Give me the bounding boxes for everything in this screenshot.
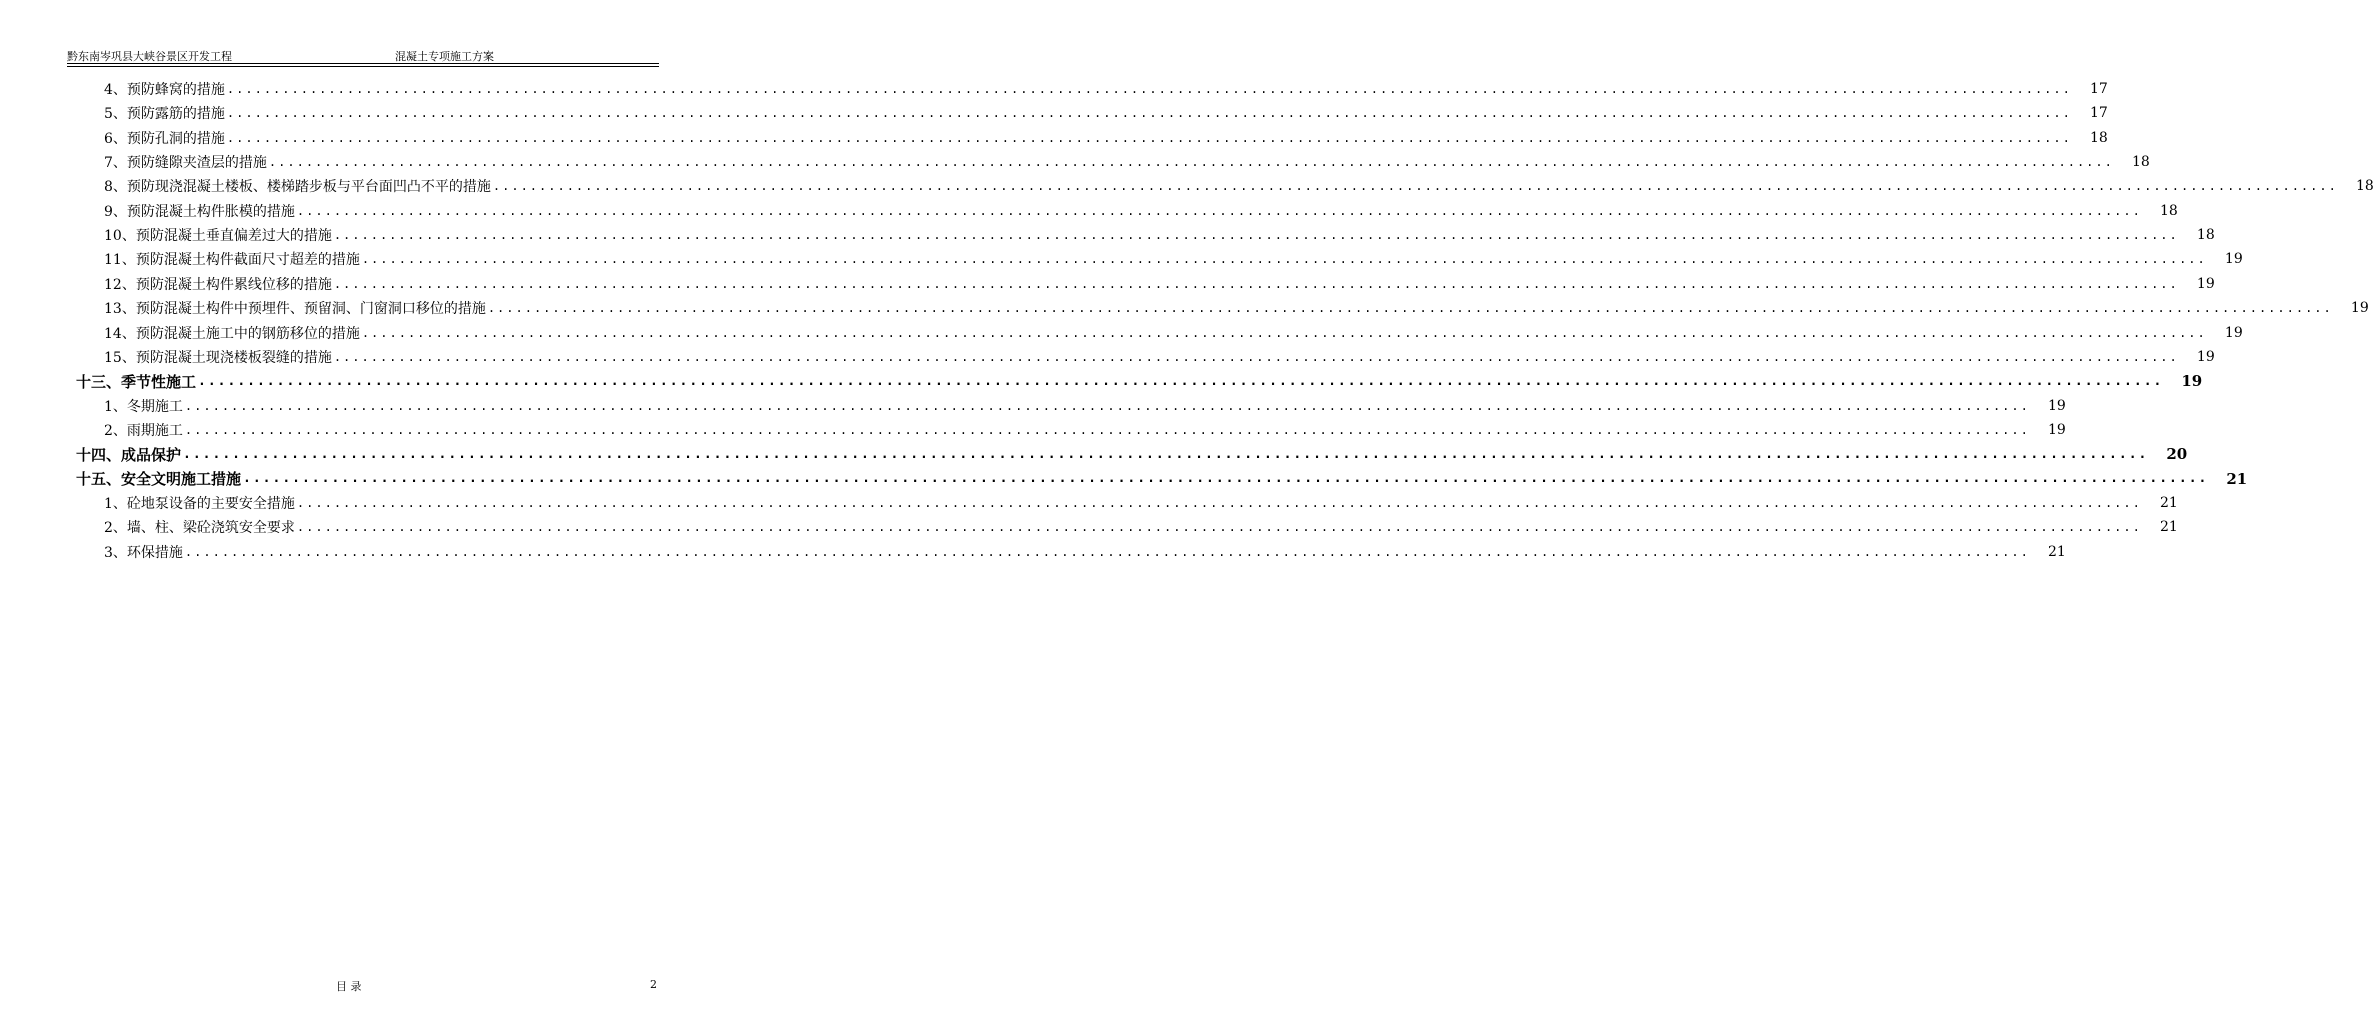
toc-page-number: 21 [2160, 519, 2178, 536]
toc-leader-dots: ........................................................................................................................................................................................................ [268, 155, 2114, 170]
toc-entry[interactable] [104, 395, 2066, 417]
toc-leader-dots: ........................................................................................................................................................................................................ [226, 130, 2072, 145]
toc-leader-dots: ........................................................................................................................................................................................................ [226, 82, 2072, 96]
toc-entry-title: 十三、季节性施工 [76, 372, 197, 391]
toc-page-number: 18 [2356, 178, 2374, 195]
toc-leader-dots: ........................................................................................................................................................................................................ [487, 301, 2333, 316]
toc-entry[interactable] [104, 419, 2066, 441]
toc-page-number: 20 [2166, 445, 2188, 464]
toc-entry[interactable] [104, 346, 2215, 368]
toc-page-number: 19 [2196, 275, 2215, 292]
toc-page-number: 19 [2224, 324, 2243, 341]
toc-entry[interactable] [104, 200, 2178, 222]
toc-leader-dots: ........................................................................................................................................................................................................ [243, 471, 2209, 487]
toc-section-heading[interactable] [76, 443, 2188, 465]
toc-entry-title: 2、雨期施工 [104, 422, 183, 439]
toc-page-number: 19 [2181, 372, 2203, 391]
toc-entry[interactable] [104, 175, 2374, 197]
toc-leader-dots: ........................................................................................................................................................................................................ [492, 179, 2338, 194]
header-rule [67, 63, 659, 64]
toc-leader-dots: ........................................................................................................................................................................................................ [333, 276, 2179, 291]
page-header [67, 50, 659, 67]
toc-entry[interactable] [104, 322, 2243, 344]
toc-page-number: 19 [2224, 251, 2243, 268]
toc-entry-title: 12、预防混凝土构件累线位移的措施 [104, 276, 332, 293]
toc-page-number: 18 [2132, 154, 2150, 171]
toc-leader-dots: ........................................................................................................................................................................................................ [333, 349, 2179, 364]
toc-entry[interactable] [104, 273, 2215, 295]
toc-section-heading[interactable] [76, 370, 2203, 392]
toc-entry[interactable] [104, 102, 2108, 124]
toc-page-number: 18 [2196, 227, 2215, 244]
toc-page-number: 18 [2090, 129, 2108, 146]
toc-entry-title: 10、预防混凝土垂直偏差过大的措施 [104, 228, 332, 245]
toc-leader-dots: ........................................................................................................................................................................................................ [183, 446, 2149, 462]
header-project-title: 黔东南岑巩县大峡谷景区开发工程 [67, 50, 232, 63]
toc-leader-dots: ........................................................................................................................................................................................................ [296, 203, 2142, 218]
header-document-title: 混凝土专项施工方案 [395, 50, 494, 63]
toc-entry-title: 4、预防蜂窝的措施 [104, 82, 225, 98]
toc-leader-dots: ........................................................................................................................................................................................................ [361, 325, 2207, 340]
toc-entry[interactable] [104, 151, 2150, 173]
toc-entry-title: 6、预防孔洞的措施 [104, 130, 225, 147]
toc-leader-dots: ........................................................................................................................................................................................................ [184, 398, 2030, 413]
toc-entry-title: 3、环保措施 [104, 544, 183, 561]
toc-entry-title: 1、砼地泵设备的主要安全措施 [104, 495, 295, 512]
toc-entry-title: 8、预防现浇混凝土楼板、楼梯踏步板与平台面凹凸不平的措施 [104, 179, 491, 196]
toc-page-number: 19 [2350, 300, 2369, 317]
toc-page-number: 21 [2226, 469, 2248, 488]
toc-entry-title: 1、冬期施工 [104, 398, 183, 415]
toc-entry-title: 十五、安全文明施工措施 [76, 470, 242, 489]
footer-page-number: 2 [650, 978, 657, 991]
toc-page-number: 17 [2090, 81, 2108, 97]
toc-entry[interactable] [104, 78, 2108, 100]
toc-entry[interactable] [104, 541, 2066, 563]
toc-entry-title: 7、预防缝隙夹渣层的措施 [104, 155, 267, 172]
toc-entry[interactable] [104, 297, 2369, 319]
footer-section-label: 目 录 [336, 980, 362, 993]
toc-entry-title: 9、预防混凝土构件胀模的措施 [104, 203, 295, 220]
toc-page-number: 21 [2048, 543, 2066, 560]
toc-entry[interactable] [104, 224, 2215, 246]
toc-entry[interactable] [104, 492, 2178, 514]
toc-entry-title: 13、预防混凝土构件中预埋件、预留洞、门窗洞口移位的措施 [104, 301, 486, 318]
toc-page-number: 19 [2048, 397, 2066, 414]
toc-leader-dots: ........................................................................................................................................................................................................ [361, 252, 2207, 267]
toc-leader-dots: ........................................................................................................................................................................................................ [198, 373, 2164, 389]
toc-entry-title: 14、预防混凝土施工中的钢筋移位的措施 [104, 325, 360, 342]
toc-entry-title: 11、预防混凝土构件截面尺寸超差的措施 [104, 252, 360, 269]
toc-page-number: 18 [2160, 202, 2178, 219]
toc-entry-title: 2、墙、柱、梁砼浇筑安全要求 [104, 520, 295, 537]
toc-entry[interactable] [104, 127, 2108, 149]
toc-entry-title: 5、预防露筋的措施 [104, 106, 225, 123]
toc-page-number: 19 [2048, 421, 2066, 438]
toc-page-number: 17 [2090, 105, 2108, 122]
toc-page-number: 21 [2160, 494, 2178, 511]
toc-leader-dots: ........................................................................................................................................................................................................ [296, 495, 2142, 510]
toc-leader-dots: ........................................................................................................................................................................................................ [226, 106, 2072, 121]
toc-entry-title: 十四、成品保护 [76, 445, 182, 464]
toc-leader-dots: ........................................................................................................................................................................................................ [296, 520, 2142, 535]
toc-entry-title: 15、预防混凝土现浇楼板裂缝的措施 [104, 349, 332, 366]
toc-page-number: 19 [2196, 348, 2215, 365]
toc-leader-dots: ........................................................................................................................................................................................................ [184, 544, 2030, 559]
toc-entry[interactable] [104, 516, 2178, 538]
toc-section-heading[interactable] [76, 468, 2248, 490]
toc-leader-dots: ........................................................................................................................................................................................................ [333, 228, 2179, 243]
toc-leader-dots: ........................................................................................................................................................................................................ [184, 422, 2030, 437]
toc-entry[interactable] [104, 248, 2243, 270]
